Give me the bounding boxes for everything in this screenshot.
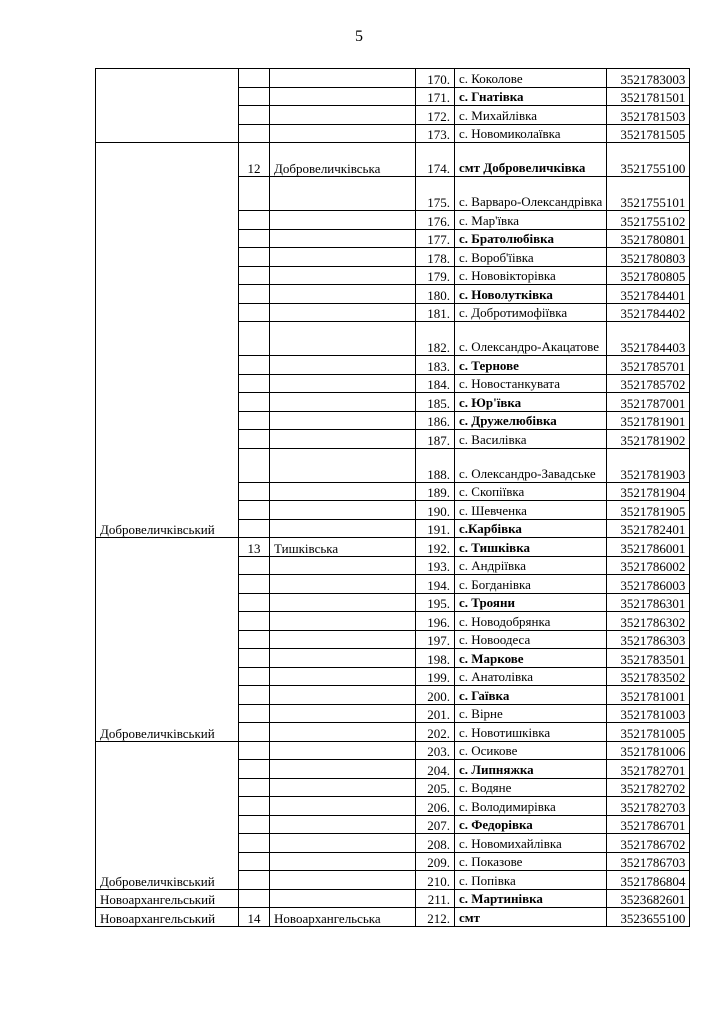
district-cell: Новоархангельський (96, 889, 239, 908)
row-index-cell: 170. (416, 69, 455, 88)
row-index-cell: 171. (416, 87, 455, 106)
community-name-cell (270, 211, 416, 230)
koatuu-code-cell: 3521787001 (607, 393, 690, 412)
row-index-cell: 202. (416, 723, 455, 742)
row-index-cell: 173. (416, 124, 455, 143)
table-row (96, 908, 690, 927)
community-number-cell (239, 106, 270, 125)
district-cell: Новоархангельський (96, 908, 239, 927)
community-name-cell (270, 430, 416, 449)
community-name-cell: Тишківська (270, 538, 416, 557)
koatuu-code-cell: 3521785702 (607, 374, 690, 393)
community-name-cell (270, 741, 416, 760)
koatuu-code-cell: 3523655100 (607, 908, 690, 927)
koatuu-code-cell: 3521784403 (607, 322, 690, 356)
community-name-cell (270, 501, 416, 520)
community-name-cell (270, 448, 416, 482)
row-index-cell: 198. (416, 649, 455, 668)
community-name-cell (270, 834, 416, 853)
community-number-cell (239, 852, 270, 871)
community-name-cell (270, 667, 416, 686)
koatuu-code-cell: 3521781901 (607, 411, 690, 430)
community-number-cell (239, 303, 270, 322)
koatuu-code-cell: 3523682601 (607, 889, 690, 908)
community-name-cell (270, 871, 416, 890)
settlement-name-cell: с. Маркове (455, 649, 607, 668)
row-index-cell: 172. (416, 106, 455, 125)
community-number-cell (239, 322, 270, 356)
settlement-name-cell: с. Мар'ївка (455, 211, 607, 230)
community-number-cell (239, 356, 270, 375)
settlement-name-cell: с. Василівка (455, 430, 607, 449)
row-index-cell: 186. (416, 411, 455, 430)
settlement-name-cell: с. Федорівка (455, 815, 607, 834)
community-name-cell (270, 612, 416, 631)
community-number-cell (239, 448, 270, 482)
settlement-name-cell: с. Шевченка (455, 501, 607, 520)
community-name-cell (270, 177, 416, 211)
settlement-name-cell: с. Мартинівка (455, 889, 607, 908)
settlement-name-cell: с. Олександро-Завадське (455, 448, 607, 482)
koatuu-code-cell: 3521781902 (607, 430, 690, 449)
community-number-cell (239, 686, 270, 705)
row-index-cell: 178. (416, 248, 455, 267)
row-index-cell: 175. (416, 177, 455, 211)
community-number-cell (239, 723, 270, 742)
row-index-cell: 189. (416, 482, 455, 501)
row-index-cell: 197. (416, 630, 455, 649)
community-number-cell (239, 556, 270, 575)
settlement-name-cell: с. Тишківка (455, 538, 607, 557)
row-index-cell: 194. (416, 575, 455, 594)
koatuu-code-cell: 3521783003 (607, 69, 690, 88)
settlement-name-cell: с. Скопіївка (455, 482, 607, 501)
settlement-name-cell: с. Богданівка (455, 575, 607, 594)
community-number-cell (239, 211, 270, 230)
district-cell: Добровеличківський (96, 143, 239, 538)
community-number-cell (239, 704, 270, 723)
row-index-cell: 203. (416, 741, 455, 760)
settlement-name-cell: с. Михайлівка (455, 106, 607, 125)
koatuu-code-cell: 3521781501 (607, 87, 690, 106)
koatuu-code-cell: 3521755101 (607, 177, 690, 211)
koatuu-code-cell: 3521780803 (607, 248, 690, 267)
settlement-name-cell: с. Попівка (455, 871, 607, 890)
row-index-cell: 176. (416, 211, 455, 230)
row-index-cell: 206. (416, 797, 455, 816)
community-name-cell (270, 322, 416, 356)
community-number-cell (239, 889, 270, 908)
koatuu-code-cell: 3521781505 (607, 124, 690, 143)
settlement-name-cell: с. Новолутківка (455, 285, 607, 304)
row-index-cell: 187. (416, 430, 455, 449)
community-name-cell (270, 69, 416, 88)
row-index-cell: 184. (416, 374, 455, 393)
settlement-name-cell: смт Добровеличківка (455, 143, 607, 177)
community-name-cell (270, 630, 416, 649)
community-name-cell (270, 229, 416, 248)
community-number-cell (239, 612, 270, 631)
row-index-cell: 210. (416, 871, 455, 890)
settlement-name-cell: с. Коколове (455, 69, 607, 88)
community-name-cell (270, 797, 416, 816)
district-cell: Добровеличківський (96, 741, 239, 889)
settlement-name-cell: с. Нововікторівка (455, 266, 607, 285)
community-number-cell (239, 430, 270, 449)
koatuu-code-cell: 3521786302 (607, 612, 690, 631)
koatuu-code-cell: 3521786001 (607, 538, 690, 557)
row-index-cell: 207. (416, 815, 455, 834)
settlement-name-cell: с. Братолюбівка (455, 229, 607, 248)
settlement-name-cell: с. Вірне (455, 704, 607, 723)
community-number-cell (239, 177, 270, 211)
koatuu-code-cell: 3521781006 (607, 741, 690, 760)
community-number-cell (239, 482, 270, 501)
community-name-cell (270, 482, 416, 501)
community-number-cell (239, 667, 270, 686)
community-number-cell (239, 229, 270, 248)
community-name-cell (270, 593, 416, 612)
koatuu-code-cell: 3521781001 (607, 686, 690, 705)
community-number-cell (239, 593, 270, 612)
community-name-cell (270, 356, 416, 375)
koatuu-code-cell: 3521785701 (607, 356, 690, 375)
community-name-cell (270, 124, 416, 143)
community-name-cell (270, 815, 416, 834)
row-index-cell: 199. (416, 667, 455, 686)
community-name-cell (270, 374, 416, 393)
koatuu-code-cell: 3521781003 (607, 704, 690, 723)
settlement-name-cell: с. Володимирівка (455, 797, 607, 816)
row-index-cell: 200. (416, 686, 455, 705)
koatuu-code-cell: 3521780805 (607, 266, 690, 285)
row-index-cell: 205. (416, 778, 455, 797)
community-number-cell (239, 285, 270, 304)
community-number-cell (239, 519, 270, 538)
koatuu-code-cell: 3521782702 (607, 778, 690, 797)
koatuu-code-cell: 3521780801 (607, 229, 690, 248)
koatuu-code-cell: 3521784401 (607, 285, 690, 304)
community-name-cell (270, 393, 416, 412)
community-number-cell (239, 797, 270, 816)
community-number-cell (239, 649, 270, 668)
community-number-cell (239, 87, 270, 106)
settlement-name-cell: с. Липняжка (455, 760, 607, 779)
community-number-cell (239, 760, 270, 779)
settlement-name-cell: с. Новомиколаївка (455, 124, 607, 143)
row-index-cell: 177. (416, 229, 455, 248)
community-name-cell (270, 248, 416, 267)
settlement-name-cell: с. Осикове (455, 741, 607, 760)
settlement-name-cell: с. Варваро-Олександрівка (455, 177, 607, 211)
community-number-cell (239, 411, 270, 430)
community-name-cell (270, 519, 416, 538)
settlement-name-cell: с. Водяне (455, 778, 607, 797)
community-name-cell (270, 411, 416, 430)
koatuu-code-cell: 3521782401 (607, 519, 690, 538)
row-index-cell: 191. (416, 519, 455, 538)
community-number-cell (239, 393, 270, 412)
community-number-cell (239, 630, 270, 649)
community-number-cell: 13 (239, 538, 270, 557)
row-index-cell: 190. (416, 501, 455, 520)
row-index-cell: 201. (416, 704, 455, 723)
settlement-name-cell: с. Новостанкувата (455, 374, 607, 393)
table-row (96, 741, 690, 760)
koatuu-code-cell: 3521786002 (607, 556, 690, 575)
community-name-cell (270, 266, 416, 285)
community-number-cell (239, 374, 270, 393)
table-row (96, 69, 690, 88)
row-index-cell: 183. (416, 356, 455, 375)
row-index-cell: 212. (416, 908, 455, 927)
community-name-cell (270, 852, 416, 871)
row-index-cell: 180. (416, 285, 455, 304)
koatuu-code-cell: 3521786804 (607, 871, 690, 890)
koatuu-code-cell: 3521781503 (607, 106, 690, 125)
row-index-cell: 188. (416, 448, 455, 482)
koatuu-code-cell: 3521786702 (607, 834, 690, 853)
settlement-name-cell: с. Анатолівка (455, 667, 607, 686)
settlement-name-cell: с. Новодобрянка (455, 612, 607, 631)
row-index-cell: 209. (416, 852, 455, 871)
community-name-cell (270, 778, 416, 797)
community-name-cell (270, 285, 416, 304)
community-name-cell (270, 686, 416, 705)
settlement-name-cell: смт (455, 908, 607, 927)
community-name-cell (270, 303, 416, 322)
community-number-cell (239, 815, 270, 834)
community-number-cell (239, 834, 270, 853)
settlement-name-cell: с. Новомихайлівка (455, 834, 607, 853)
district-cell: Добровеличківський (96, 538, 239, 742)
page-number: 5 (355, 28, 363, 45)
koatuu-code-cell: 3521786703 (607, 852, 690, 871)
koatuu-code-cell: 3521781903 (607, 448, 690, 482)
district-cell (96, 69, 239, 143)
settlement-name-cell: с. Юр'ївка (455, 393, 607, 412)
koatuu-code-cell: 3521782703 (607, 797, 690, 816)
settlement-name-cell: с. Гнатівка (455, 87, 607, 106)
koatuu-code-cell: 3521782701 (607, 760, 690, 779)
settlement-name-cell: с. Олександро-Акацатове (455, 322, 607, 356)
row-index-cell: 174. (416, 143, 455, 177)
row-index-cell: 192. (416, 538, 455, 557)
settlement-name-cell: с. Новотишківка (455, 723, 607, 742)
koatuu-code-cell: 3521784402 (607, 303, 690, 322)
settlement-name-cell: с. Тернове (455, 356, 607, 375)
row-index-cell: 181. (416, 303, 455, 322)
community-number-cell (239, 248, 270, 267)
row-index-cell: 193. (416, 556, 455, 575)
community-name-cell (270, 889, 416, 908)
community-name-cell (270, 649, 416, 668)
registry-body (96, 69, 690, 927)
table-row (96, 889, 690, 908)
settlement-name-cell: с. Гаївка (455, 686, 607, 705)
settlement-name-cell: с. Новоодеса (455, 630, 607, 649)
community-number-cell (239, 501, 270, 520)
koatuu-code-cell: 3521786701 (607, 815, 690, 834)
community-number-cell (239, 871, 270, 890)
community-name-cell (270, 760, 416, 779)
community-name-cell (270, 723, 416, 742)
community-name-cell (270, 704, 416, 723)
community-number-cell (239, 778, 270, 797)
settlement-name-cell: с.Карбівка (455, 519, 607, 538)
koatuu-code-cell: 3521755100 (607, 143, 690, 177)
table-row (96, 143, 690, 177)
koatuu-code-cell: 3521781005 (607, 723, 690, 742)
settlement-registry-table (95, 68, 690, 927)
settlement-name-cell: с. Дружелюбівка (455, 411, 607, 430)
community-number-cell (239, 69, 270, 88)
row-index-cell: 182. (416, 322, 455, 356)
table-row (96, 538, 690, 557)
koatuu-code-cell: 3521781905 (607, 501, 690, 520)
koatuu-code-cell: 3521786303 (607, 630, 690, 649)
koatuu-code-cell: 3521783501 (607, 649, 690, 668)
koatuu-code-cell: 3521783502 (607, 667, 690, 686)
community-name-cell (270, 106, 416, 125)
koatuu-code-cell: 3521781904 (607, 482, 690, 501)
community-number-cell (239, 124, 270, 143)
koatuu-code-cell: 3521755102 (607, 211, 690, 230)
community-number-cell: 14 (239, 908, 270, 927)
row-index-cell: 196. (416, 612, 455, 631)
community-name-cell (270, 87, 416, 106)
community-name-cell (270, 575, 416, 594)
community-name-cell: Новоархангельська (270, 908, 416, 927)
community-number-cell (239, 575, 270, 594)
row-index-cell: 185. (416, 393, 455, 412)
settlement-name-cell: с. Вороб'їівка (455, 248, 607, 267)
koatuu-code-cell: 3521786301 (607, 593, 690, 612)
koatuu-code-cell: 3521786003 (607, 575, 690, 594)
settlement-name-cell: с. Трояни (455, 593, 607, 612)
settlement-name-cell: с. Андріївка (455, 556, 607, 575)
row-index-cell: 195. (416, 593, 455, 612)
row-index-cell: 204. (416, 760, 455, 779)
row-index-cell: 179. (416, 266, 455, 285)
row-index-cell: 211. (416, 889, 455, 908)
settlement-name-cell: с. Добротимофіївка (455, 303, 607, 322)
community-number-cell: 12 (239, 143, 270, 177)
community-name-cell: Добровеличківська (270, 143, 416, 177)
settlement-name-cell: с. Показове (455, 852, 607, 871)
community-name-cell (270, 556, 416, 575)
community-number-cell (239, 266, 270, 285)
row-index-cell: 208. (416, 834, 455, 853)
community-number-cell (239, 741, 270, 760)
